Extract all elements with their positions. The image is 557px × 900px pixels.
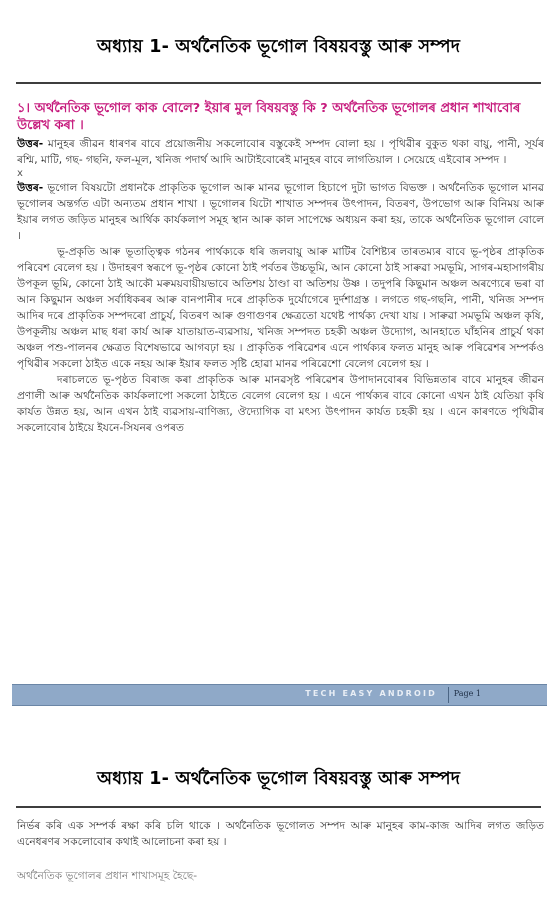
answer-paragraph-2 [17,180,544,244]
footer-divider [448,687,449,703]
title-rule [16,82,541,84]
page-body [17,100,544,436]
answer-paragraph-1 [17,136,544,168]
cursor-mark: x [17,168,23,179]
body-paragraph-2: অৰ্থনৈতিক ভূগোলৰ প্ৰধান শাখাসমূহ হৈছে- [17,870,198,882]
document-page-2 [0,744,557,900]
answer-text: মানুহৰ জীৱন ধাৰণৰ বাবে প্ৰয়োজনীয় সকলোবোৰ বস্তুকেই সম্পদ বোলা হয় । পৃথিৱীৰ বুকুত থকা বায়ু, পানী, সূৰ্যৰ ৰশ্মি, মাটি, গছ- গছনি, ফল-মূল, খনিজ পদাৰ্থ আদি আটাইবোৰেই মানুহৰ বাবে লাগতিয়াল । সেয়েহে এইবোৰ সম্পদ । [17,138,544,166]
page-body [17,818,544,884]
chapter-title: অধ্যায় 1- অর্থনৈতিক ভূগোল বিষয়বস্তু আৰু সম্পদ [96,37,461,57]
body-paragraph-3: ভূ-প্ৰকৃতি আৰু ভূতাত্ত্বিক গঠনৰ পাৰ্থক্যকে ধৰি জলবায়ু আৰু মাটিৰ বৈশিষ্ট্যৰ তাৰতম্যৰ বাবে ভূ-পৃষ্ঠৰ প্ৰাকৃতিক পৰিবেশ বেলেগ হয় । উদাহৰণ স্বৰূপে ভূ-পৃষ্ঠৰ কোনো ঠাই পৰ্বতৰ উচ্চভূমি, আন কোনো ঠাই সাৰুৱা সমভূমি, সাগৰ-মহাসাগৰীয় উপকূল ভূমি, কোনো ঠাই আকৌ মৰুময়বায়ীয়ভাবে অতিশয় ঠাণ্ডা বা অতিশয় উষ্ণ । তদুপৰি কিছুমান অঞ্চল অৰণ্যেৰে ভৰা বা আন কিছুমান অঞ্চল সৰ্বাধিকৰৰ আৰু বানপানীৰ দৰে প্ৰাকৃতিক দুৰ্যোগেৰে দুৰ্দশাগ্ৰস্ত । লগতে গছ-গছনি, পানী, খনিজ সম্পদ আদিৰ দৰে প্ৰাকৃতিক সম্পদৰো প্ৰাচুৰ্য, বিতৰণ আৰু গুণাগুণৰ ক্ষেত্ৰতো যথেষ্ট পাৰ্থক্য দেখা যায় । সাৰুৱা সমভূমি অঞ্চল কৃষি, উপকূলীয় অঞ্চল মাছ ধৰা কাৰ্য আৰু যাতায়াত-ব্যৱসায়, খনিজ সম্পদত চহকী অঞ্চল উদ্যোগ, আনহাতে ঘাঁহনিৰ প্ৰাচুৰ্য থকা অঞ্চল পশু-পালনৰ ক্ষেত্ৰত বিশেষভাৱে আগবঢ়া হয় । প্ৰাকৃতিক পৰিৱেশৰ এনে পাৰ্থক্যৰ ফলত মানুহ আৰু পৰিৱেশৰ সম্পৰ্কও পৃথিৱীৰ সকলো ঠাইত একে নহয় আৰু ইয়াৰ ফলত সৃষ্টি হোৱা মানৱ পৰিৱেশো বেলেগ বেলেগ হয় । [17,246,544,370]
question-heading: ১। অৰ্থনৈতিক ভূগোল কাক বোলে? ইয়াৰ মুল বিষয়বস্তু কি ? অৰ্থনৈতিক ভূগোলৰ প্ৰধান শাখাবোৰ উল্লেখ কৰা । [17,101,521,133]
title-rule [16,806,541,808]
answer-label: উত্তৰ- [17,138,44,150]
footer-page-number: Page 1 [453,689,481,698]
body-paragraph-1: নিৰ্ভৰ কৰি এক সম্পৰ্ক ৰক্ষা কৰি চলি থাকে । অৰ্থনৈতিক ভূগোলত সম্পদ আৰু মানুহৰ কাম-কাজ আদিৰ লগত জড়িত এনেধৰণৰ সকলোবোৰ কথাই আলোচনা কৰা হয় । [17,820,544,848]
footer-brand: TECH EASY ANDROID [305,689,437,698]
body-paragraph-4: দৰাচলতে ভূ-পৃষ্ঠত বিৰাজ কৰা প্ৰাকৃতিক আৰু মানৱসৃষ্ট পৰিৱেশৰ উপাদানবোৰৰ বিভিন্নতাৰ বাবে মানুহৰ জীৱন প্ৰণালী আৰু অৰ্থনৈতিক কাৰ্যকলাপো সকলো ঠাইতে বেলেগ বেলেগ হয় । এনে পাৰ্থক্যৰ বাবে কোনো এখন ঠাই যেতিয়া কৃষি কাৰ্যত উন্নত হয়, আন এখন ঠাই ব্যৱসায়-বাণিজ্য, ঔদ্যোগিক বা মৎস্য উৎপাদন কাৰ্যত চহকী হয় । এনে কাৰণতে পৃথিৱীৰ সকলোবোৰ ঠাইয়ে ইযনে-সিযনৰ ওপৰত [17,374,544,434]
answer-text: ভূগোল বিষয়টো প্ৰধানকৈ প্ৰাকৃতিক ভূগোল আৰু মানৱ ভূগোল হিচাপে দুটা ভাগত বিভক্ত । অৰ্থনৈতিক ভূগোল মানৱ ভূগোলৰ অন্তৰ্গত এটা অন্যতম প্ৰধান শাখা । ভূগোলৰ যিটো শাখাত সম্পদৰ উৎপাদন, বিতৰণ, উপভোগ আৰু বিনিময় আৰু ইয়াৰ লগত জড়িত মানুহৰ আৰ্থিক কাৰ্যকলাপ সমূহ স্থান আৰু কাল সাপেক্ষে অধ্যয়ন কৰা হয়, তাকে অৰ্থনৈতিক ভূগোল বোলে । [17,182,544,242]
chapter-title: অধ্যায় 1- অর্থনৈতিক ভূগোল বিষয়বস্তু আৰু সম্পদ [96,769,461,789]
page-footer [12,684,547,706]
answer-label: উত্তৰ- [17,182,44,194]
